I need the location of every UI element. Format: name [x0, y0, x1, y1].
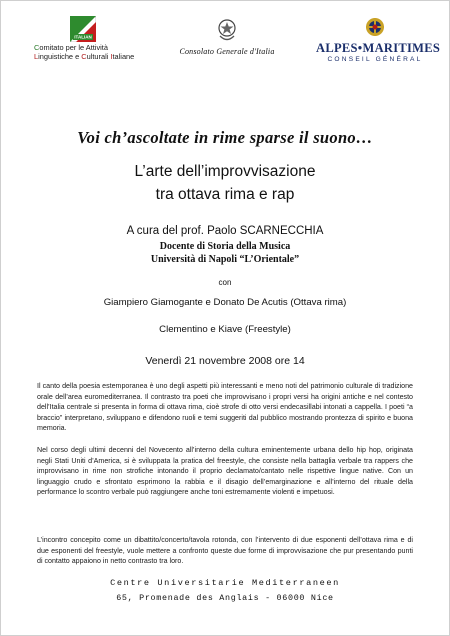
venue-address: 65, Promenade des Anglais - 06000 Nice	[116, 593, 334, 603]
comitato-line1: Comitato per le Attività	[34, 43, 108, 52]
consolato-text: Consolato Generale d'Italia	[179, 47, 275, 56]
with-label: con	[218, 278, 232, 287]
alpes-maritimes-emblem-icon	[360, 15, 390, 39]
comitato-line2: Linguistiche e Culturali Italiane	[34, 52, 135, 61]
title-line-2: tra ottava rima e rap	[155, 186, 295, 203]
curator-role: Docente di Storia della Musica	[159, 241, 291, 252]
italian-republic-emblem-icon	[216, 17, 238, 43]
guests-freestyle: Clementino e Kiave (Freestyle)	[159, 324, 291, 335]
consolato-logo	[172, 17, 282, 67]
comitato-logo	[34, 14, 154, 74]
title-line-1: L’arte dell’improvvisazione	[134, 163, 316, 180]
curator: A cura del prof. Paolo SCARNECCHIA	[126, 225, 324, 237]
paragraph-2: Nel corso degli ultimi decenni del Novecento all’interno della cultura eminentemente urbana dello hip hop, originata negli Stati Uniti d’America, si è sviluppata la pratica del freestyle, che consiste nella battaglia verbale tra rappers che improvvisano in rime non strofiche intonando il proprio declamato/cantato nelle rispettive lingue native. Con un linguaggio crudo e sfrontato esprimono la rabbia e il disagio dell’emarginazione e all’interno del rituale della performance lo scontro verbale può raggiungere anche toni estremamente violenti e impetuosi.	[37, 446, 413, 497]
venue-name: Centre Universitarie Mediterraneen	[110, 578, 340, 588]
guests-ottava-rima: Giampiero Giamogante e Donato De Acutis (Ottava rima)	[103, 297, 347, 308]
paragraph-3: L’incontro concepito come un dibattito/concerto/tavola rotonda, con l’intervento di due esponenti dell’ottava rima e di due esponenti del freestyle, vuole mettere a confronto queste due forme di improvvisazione che pur presentando punti di contatto appaiono in netto contrasto tra loro.	[37, 536, 413, 566]
motto: Voi ch’ascoltate in rime sparse il suono…	[77, 128, 373, 147]
flag-badge-text: ITALIAN	[74, 34, 92, 40]
conseil-general-subtitle: CONSEIL GÉNÉRAL	[327, 56, 423, 63]
alpes-maritimes-title: ALPES•MARITIMES	[316, 41, 441, 55]
paragraph-1: Il canto della poesia estemporanea è uno degli aspetti più interessanti e meno noti del patrimonio culturale di tradizione orale dell’area euromediterranea. Il contrasto tra poeti che improvvisano i propri versi ha origini antiche e nel contesto dell’Italia centrale si presenta in forma di ottava rima, cioè strofe di otto versi endecasillabi intonati a cappella. I poeti “a braccio” interpretano, sviluppano e difendono ruoli e temi suggeriti dal pubblico mostrando prontezza di spirito e buona memoria.	[37, 382, 413, 433]
curator-university: Università di Napoli “L’Orientale”	[150, 254, 300, 265]
event-date: Venerdì 21 novembre 2008 ore 14	[145, 355, 305, 367]
alpes-maritimes-logo	[316, 15, 441, 75]
italian-flag-icon	[70, 16, 96, 42]
